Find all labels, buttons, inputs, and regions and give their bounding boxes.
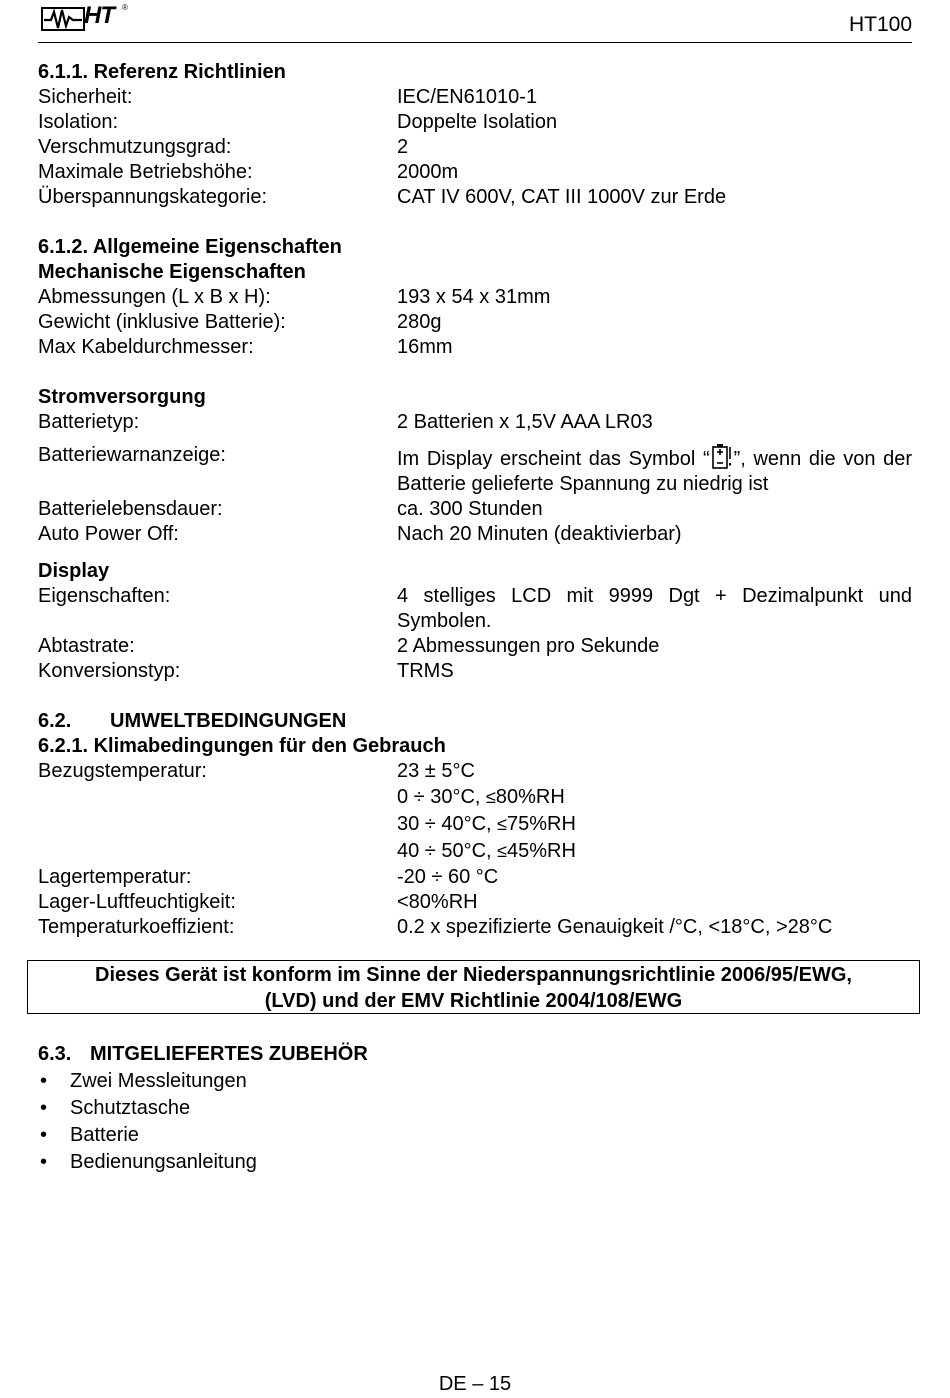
spec-value: 2 Abmessungen pro Sekunde	[397, 635, 660, 657]
spec-label: Abtastrate:	[38, 635, 135, 657]
humidity-temp-range: 40 ÷ 50°C,	[397, 840, 498, 862]
spec-row	[38, 85, 912, 110]
spec-row	[38, 497, 912, 522]
list-item: • Batterie	[38, 1122, 912, 1149]
spec-row	[38, 185, 912, 210]
registered-mark: ®	[122, 3, 128, 12]
spec-value: 2	[397, 136, 409, 158]
spec-label: Verschmutzungsgrad:	[38, 136, 232, 158]
spec-row	[38, 285, 912, 310]
humidity-limit: 45%RH	[507, 840, 576, 862]
spec-value: Nach 20 Minuten (deaktivierbar)	[397, 523, 682, 545]
spec-row	[38, 915, 912, 940]
less-equal-symbol: ≤	[486, 787, 496, 807]
less-equal-symbol: ≤	[497, 841, 508, 861]
spec-row	[38, 634, 912, 659]
spec-row	[38, 110, 912, 135]
spec-row	[38, 135, 912, 160]
spec-label: Batteriewarnanzeige:	[38, 444, 226, 466]
spec-row	[38, 522, 912, 547]
spec-label: Bezugstemperatur:	[38, 760, 207, 782]
spec-value: ca. 300 Stunden	[397, 498, 543, 520]
spec-row	[38, 160, 912, 185]
conformity-notice-box	[27, 960, 920, 1014]
spec-value: CAT IV 600V, CAT III 1000V zur Erde	[397, 186, 727, 208]
spec-row	[38, 584, 912, 634]
spec-value: <80%RH	[397, 891, 478, 913]
spec-value: 2000m	[397, 161, 459, 183]
spec-label: Lagertemperatur:	[38, 866, 192, 888]
spec-label: Abmessungen (L x B x H):	[38, 286, 271, 308]
spec-row	[38, 759, 912, 784]
spec-label: Eigenschaften:	[38, 585, 171, 607]
specifications-content	[38, 60, 912, 940]
humidity-temp-range: 0 ÷ 30°C,	[397, 786, 487, 808]
spec-label: Isolation:	[38, 111, 119, 133]
spec-row	[38, 890, 912, 915]
humidity-condition	[397, 784, 912, 811]
conformity-notice-line: Dieses Gerät ist konform im Sinne der Niederspannungsrichtlinie 2006/95/EWG,	[95, 964, 852, 986]
accessories-list	[38, 1068, 912, 1176]
battery-warning-text-end: ”, wenn die von der Batterie gelieferte Spannung zu niedrig ist	[397, 448, 912, 495]
battery-low-icon	[710, 443, 734, 469]
spec-value: 280g	[397, 311, 442, 333]
list-item: • Schutztasche	[38, 1095, 912, 1122]
spec-row	[38, 310, 912, 335]
spec-value: 2 Batterien x 1,5V AAA LR03	[397, 411, 653, 433]
section-heading-62	[38, 709, 912, 734]
section-heading-611: 6.1.1. Referenz Richtlinien	[38, 61, 286, 83]
subheading-mechanical: Mechanische Eigenschaften	[38, 261, 306, 283]
spec-row	[38, 784, 912, 811]
spec-value: TRMS	[397, 660, 454, 682]
spec-value: 4 stelliges LCD mit 9999 Dgt + Dezimalpunkt und Symbolen.	[397, 585, 912, 632]
humidity-limit: 80%RH	[495, 786, 565, 808]
page-number: DE – 15	[438, 1373, 512, 1395]
humidity-limit: 75%RH	[507, 813, 576, 835]
list-item: • Zwei Messleitungen	[38, 1068, 912, 1095]
brand-logo-text: HT	[84, 2, 114, 29]
spec-label: Lager-Luftfeuchtigkeit:	[38, 891, 236, 913]
spec-row	[38, 838, 912, 865]
section-title: UMWELTBEDINGUNGEN	[110, 710, 347, 732]
humidity-condition	[397, 811, 912, 838]
list-item: • Bedienungsanleitung	[38, 1149, 912, 1176]
spec-label: Batterielebensdauer:	[38, 498, 223, 520]
spec-value	[397, 443, 912, 497]
spec-label: Sicherheit:	[38, 86, 133, 108]
humidity-condition	[397, 838, 912, 865]
section-heading-63	[38, 1041, 912, 1068]
spec-value: Doppelte Isolation	[397, 111, 558, 133]
spec-value: -20 ÷ 60 °C	[397, 866, 499, 888]
battery-warning-text-start: Im Display erscheint das Symbol “	[397, 448, 710, 470]
spec-row	[38, 410, 912, 435]
page-header	[38, 0, 912, 43]
spec-label: Maximale Betriebshöhe:	[38, 161, 253, 183]
humidity-temp-range: 30 ÷ 40°C,	[397, 813, 498, 835]
spec-value: 193 x 54 x 31mm	[397, 286, 551, 308]
spec-label: Konversionstyp:	[38, 660, 181, 682]
spec-row	[38, 865, 912, 890]
spec-label: Max Kabeldurchmesser:	[38, 336, 254, 358]
spec-row	[38, 659, 912, 684]
spec-label: Auto Power Off:	[38, 523, 179, 545]
spec-label: Batterietyp:	[38, 411, 140, 433]
document-code: HT100	[848, 13, 912, 36]
spec-value: 23 ± 5°C	[397, 760, 475, 782]
section-title: MITGELIEFERTES ZUBEHÖR	[90, 1043, 368, 1065]
section-number: 6.3.	[38, 1043, 72, 1065]
subheading-display: Display	[38, 560, 110, 582]
spec-label: Gewicht (inklusive Batterie):	[38, 311, 286, 333]
brand-logo-icon	[41, 4, 85, 32]
section-heading-621: 6.2.1. Klimabedingungen für den Gebrauch	[38, 735, 446, 757]
spec-row	[38, 335, 912, 360]
section-number: 6.2.	[38, 710, 72, 732]
less-equal-symbol: ≤	[497, 814, 508, 834]
spec-row	[38, 811, 912, 838]
spec-label: Temperaturkoeffizient:	[38, 916, 235, 938]
accessories-section	[38, 1041, 912, 1176]
spec-value: 0.2 x spezifizierte Genauigkeit /°C, <18°C, >28°C	[397, 916, 833, 938]
spec-value: 16mm	[397, 336, 453, 358]
conformity-notice-line: (LVD) und der EMV Richtlinie 2004/108/EWG	[264, 990, 683, 1012]
subheading-power: Stromversorgung	[38, 386, 206, 408]
spec-row	[38, 443, 912, 497]
spec-label: Überspannungskategorie:	[38, 186, 268, 208]
spec-value: IEC/EN61010-1	[397, 86, 538, 108]
section-heading-612: 6.1.2. Allgemeine Eigenschaften	[38, 236, 342, 258]
